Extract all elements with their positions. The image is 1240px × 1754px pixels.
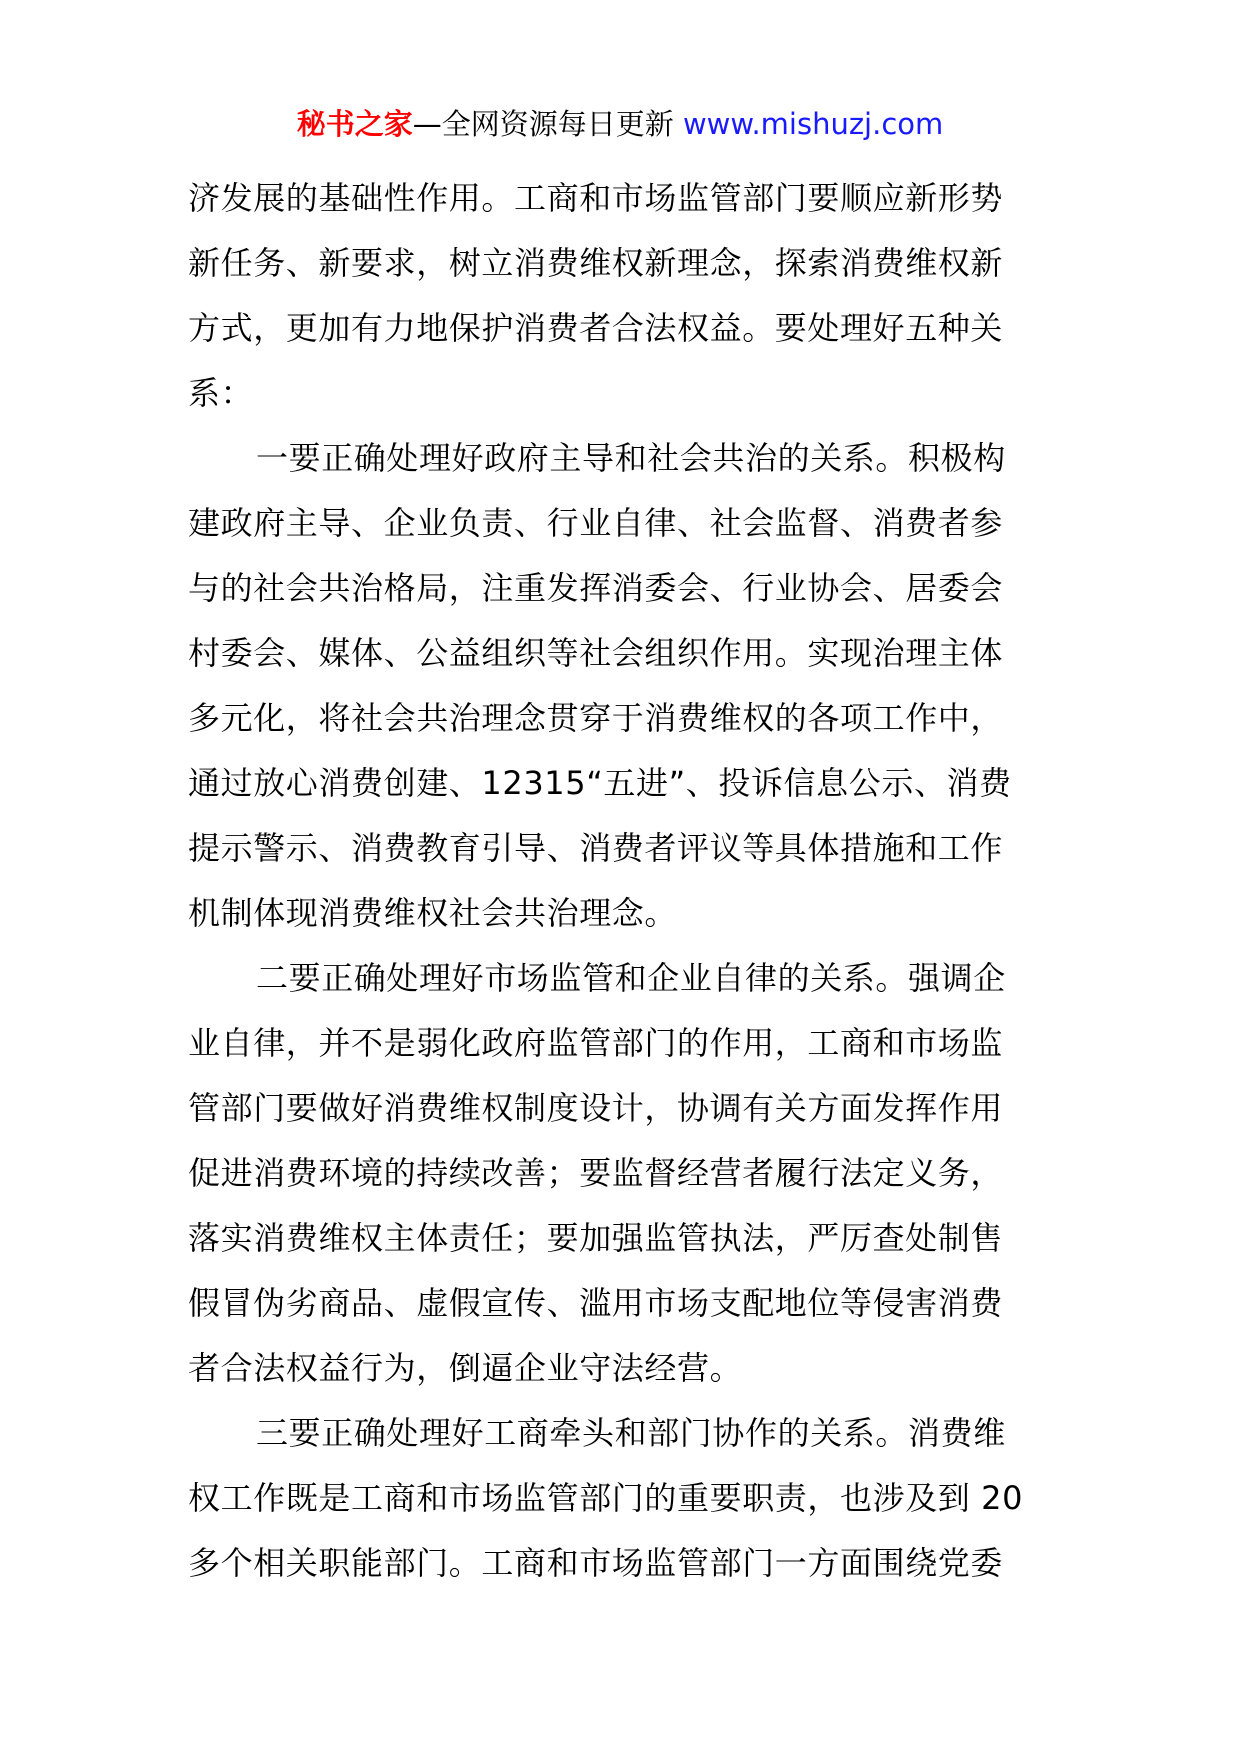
- body-line: 业自律，并不是弱化政府监管部门的作用，工商和市场监: [188, 1024, 1004, 1062]
- body-line: 假冒伪劣商品、虚假宣传、滥用市场支配地位等侵害消费: [188, 1284, 1004, 1322]
- body-line: 提示警示、消费教育引导、消费者评议等具体措施和工作: [188, 829, 1004, 867]
- document-body: [188, 166, 1068, 1596]
- body-line: 村委会、媒体、公益组织等社会组织作用。实现治理主体: [188, 634, 1004, 672]
- body-line: 者合法权益行为，倒逼企业守法经营。: [188, 1349, 743, 1387]
- paragraph-first-line: 三要正确处理好工商牵头和部门协作的关系。消费维: [256, 1414, 1006, 1452]
- body-line: 多元化，将社会共治理念贯穿于消费维权的各项工作中，: [188, 699, 1004, 737]
- site-url-link[interactable]: www.mishuzj.com: [682, 107, 944, 141]
- body-line: 多个相关职能部门。工商和市场监管部门一方面围绕党委: [188, 1544, 1004, 1582]
- body-line: 建政府主导、企业负责、行业自律、社会监督、消费者参: [188, 504, 1004, 542]
- body-line: 落实消费维权主体责任；要加强监管执法，严厉查处制售: [188, 1219, 1004, 1257]
- paragraph-first-line: 二要正确处理好市场监管和企业自律的关系。强调企: [256, 959, 1006, 997]
- body-line: 与的社会共治格局，注重发挥消委会、行业协会、居委会: [188, 569, 1004, 607]
- body-line: 管部门要做好消费维权制度设计，协调有关方面发挥作用: [188, 1089, 1004, 1127]
- brand-name: 秘书之家: [296, 107, 413, 141]
- body-line: 新任务、新要求，树立消费维权新理念，探索消费维权新: [188, 244, 1004, 282]
- body-line: 通过放心消费创建、12315“五进”、投诉信息公示、消费: [188, 764, 1012, 802]
- body-line: 权工作既是工商和市场监管部门的重要职责，也涉及到 20: [188, 1479, 1024, 1517]
- body-line: 系：: [188, 374, 254, 412]
- body-line: 促进消费环境的持续改善；要监督经营者履行法定义务，: [188, 1154, 1004, 1192]
- body-line: 方式，更加有力地保护消费者合法权益。要处理好五种关: [188, 309, 1004, 347]
- page-header: [0, 102, 1240, 146]
- body-line: 机制体现消费维权社会共治理念。: [188, 894, 678, 932]
- paragraph-first-line: 一要正确处理好政府主导和社会共治的关系。积极构: [256, 439, 1006, 477]
- body-line: 济发展的基础性作用。工商和市场监管部门要顺应新形势: [188, 179, 1004, 217]
- header-tagline: —全网资源每日更新: [412, 107, 683, 141]
